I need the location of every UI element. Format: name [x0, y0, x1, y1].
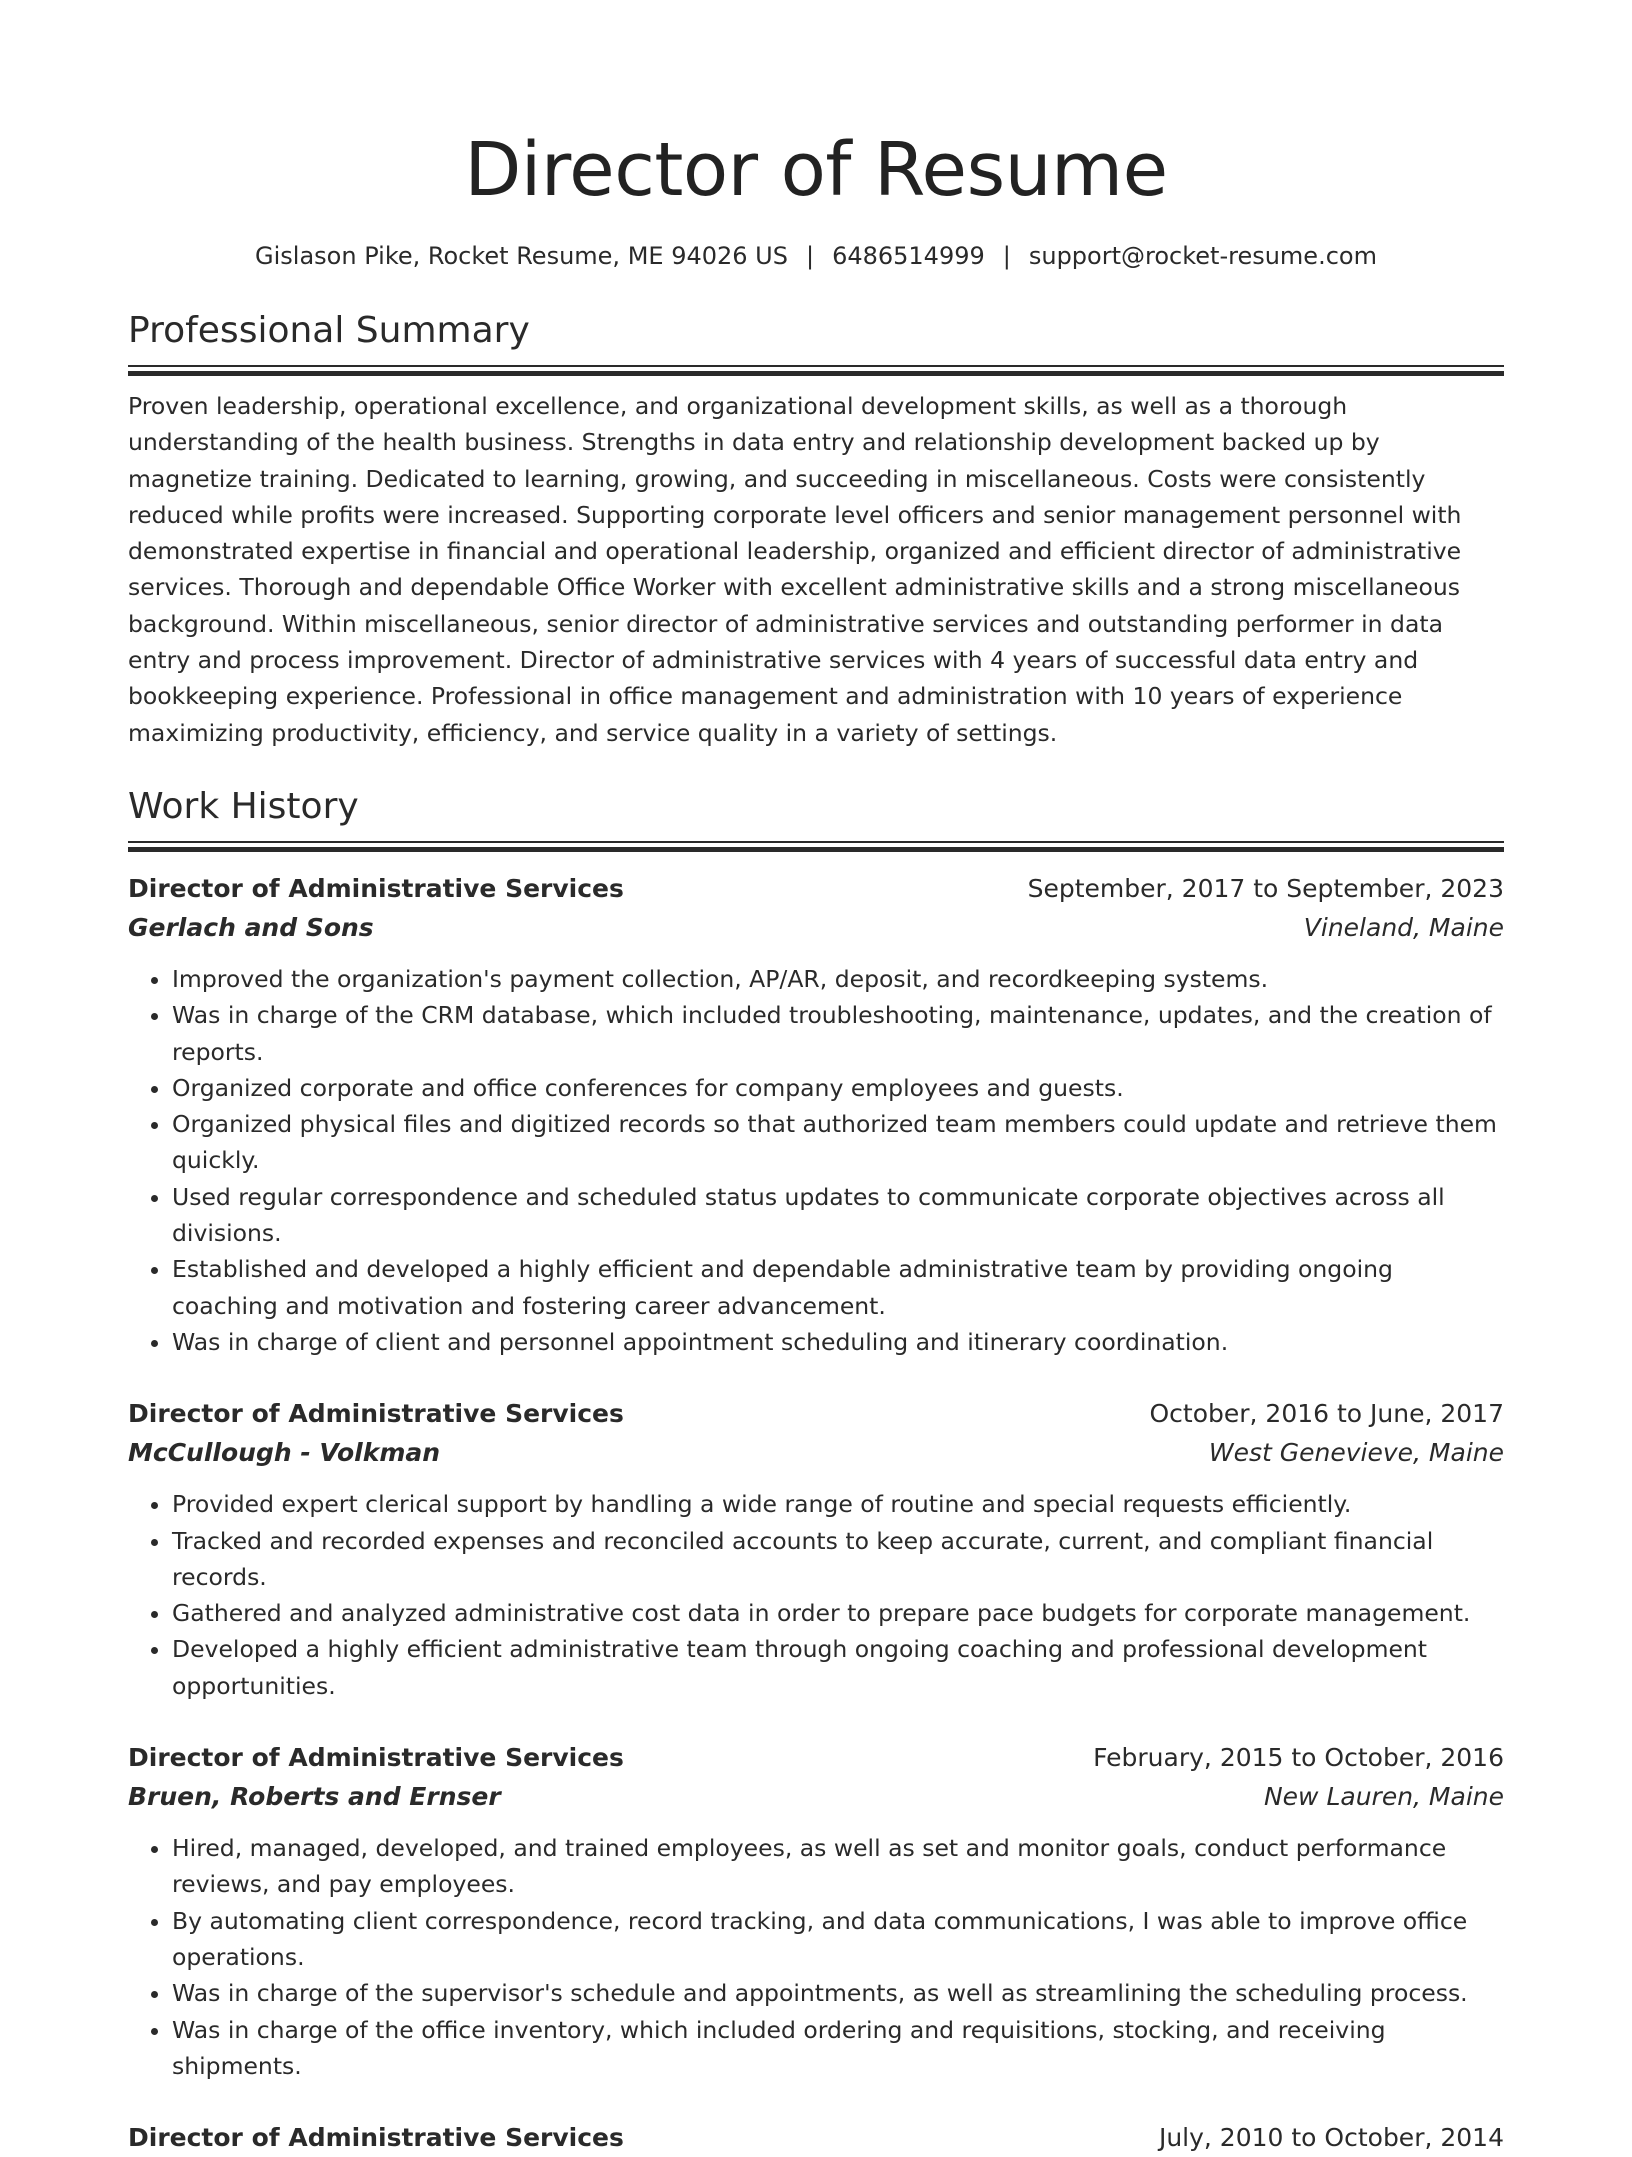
job-dates: October, 2016 to June, 2017 [1149, 1399, 1504, 1429]
job-duties-list [128, 961, 1504, 1360]
contact-separator: | [805, 242, 815, 270]
job-duties-list [128, 1486, 1504, 1704]
section-divider [128, 365, 1504, 376]
job-dates: September, 2017 to September, 2023 [1027, 873, 1504, 903]
job-subheader-row [128, 1777, 1504, 1816]
contact-email: support@rocket-resume.com [1028, 242, 1377, 270]
job-company: Gerlach and Sons [128, 912, 374, 942]
job-duty: • Organized physical files and digitized records so that authorized team members could update and retrieve them quickly. [172, 1106, 1504, 1179]
job-duty: • By automating client correspondence, record tracking, and data communications, I was able to improve office operations. [172, 1903, 1504, 1976]
job-company: Bruen, Roberts and Ernser [128, 1782, 501, 1812]
job-duty: • Organized corporate and office conferences for company employees and guests. [172, 1070, 1504, 1106]
job-duty: • Developed a highly efficient administrative team through ongoing coaching and professional development opportunities. [172, 1631, 1504, 1704]
contact-phone: 6486514999 [832, 242, 985, 270]
summary-text: Proven leadership, operational excellence, and organizational development skills, as well as a thorough understanding of the health business. Strengths in data entry and relationship development backed up by magnetize training. Dedicated to learning, growing, and succeeding in miscellaneous. Costs were consistently reduced while profits were increased. Supporting corporate level officers and senior management personnel with demonstrated expertise in financial and operational leadership, organized and efficient director of administrative services. Thorough and dependable Office Worker with excellent administrative skills and a strong miscellaneous background. Within miscellaneous, senior director of administrative services and outstanding performer in data entry and process improvement. Director of administrative services with 4 years of successful data entry and bookkeeping experience. Professional in office management and administration with 10 years of experience maximizing productivity, efficiency, and service quality in a variety of settings. [128, 392, 1462, 747]
job-entry [128, 1394, 1504, 1704]
job-subheader-row [128, 1433, 1504, 1472]
section-divider [128, 841, 1504, 852]
job-duty: • Was in charge of client and personnel appointment scheduling and itinerary coordination. [172, 1324, 1504, 1360]
job-duty: • Tracked and recorded expenses and reconciled accounts to keep accurate, current, and compliant financial records. [172, 1523, 1504, 1596]
job-entry [128, 1738, 1504, 2084]
job-duty: • Was in charge of the CRM database, which included troubleshooting, maintenance, updates, and the creation of reports. [172, 997, 1504, 1070]
job-title: Director of Administrative Services [128, 873, 624, 903]
job-header-row [128, 1394, 1504, 1433]
job-entry [128, 2118, 1504, 2157]
job-entry [128, 869, 1504, 1360]
contact-address: Gislason Pike, Rocket Resume, ME 94026 US [255, 242, 788, 270]
job-company: McCullough - Volkman [128, 1438, 441, 1468]
job-duty: • Gathered and analyzed administrative cost data in order to prepare pace budgets for corporate management. [172, 1595, 1504, 1631]
section-title-summary: Professional Summary [128, 310, 530, 351]
job-duty: • Hired, managed, developed, and trained employees, as well as set and monitor goals, conduct performance reviews, and pay employees. [172, 1830, 1504, 1903]
job-duty: • Provided expert clerical support by handling a wide range of routine and special requests efficiently. [172, 1486, 1504, 1522]
work-history-section [128, 782, 1504, 2157]
resume-name: Director of Resume [464, 127, 1168, 213]
job-title: Director of Administrative Services [128, 1743, 624, 1773]
job-header-row [128, 869, 1504, 908]
job-duty: • Was in charge of the supervisor's schedule and appointments, as well as streamlining the scheduling process. [172, 1975, 1504, 2011]
job-duty: • Used regular correspondence and scheduled status updates to communicate corporate objectives across all divisions. [172, 1179, 1504, 1252]
job-location: Vineland, Maine [1303, 912, 1504, 942]
job-duty: • Established and developed a highly efficient and dependable administrative team by providing ongoing coaching and motivation and fostering career advancement. [172, 1251, 1504, 1324]
job-duties-list [128, 1830, 1504, 2084]
job-header-row [128, 1738, 1504, 1777]
job-header-row [128, 2118, 1504, 2157]
job-location: West Genevieve, Maine [1208, 1438, 1504, 1468]
contact-line [128, 239, 1504, 273]
job-location: New Lauren, Maine [1263, 1782, 1504, 1812]
job-duty: • Improved the organization's payment collection, AP/AR, deposit, and recordkeeping systems. [172, 961, 1504, 997]
professional-summary-section [128, 306, 1504, 751]
job-duty: • Was in charge of the office inventory, which included ordering and requisitions, stocking, and receiving shipments. [172, 2012, 1504, 2085]
job-subheader-row [128, 908, 1504, 947]
contact-separator: | [1002, 242, 1011, 270]
job-dates: July, 2010 to October, 2014 [1158, 2123, 1504, 2153]
section-title-work-history: Work History [128, 785, 359, 827]
job-title: Director of Administrative Services [128, 2123, 624, 2153]
job-title: Director of Administrative Services [128, 1399, 624, 1429]
resume-page [128, 118, 1504, 2157]
job-dates: February, 2015 to October, 2016 [1093, 1743, 1504, 1773]
